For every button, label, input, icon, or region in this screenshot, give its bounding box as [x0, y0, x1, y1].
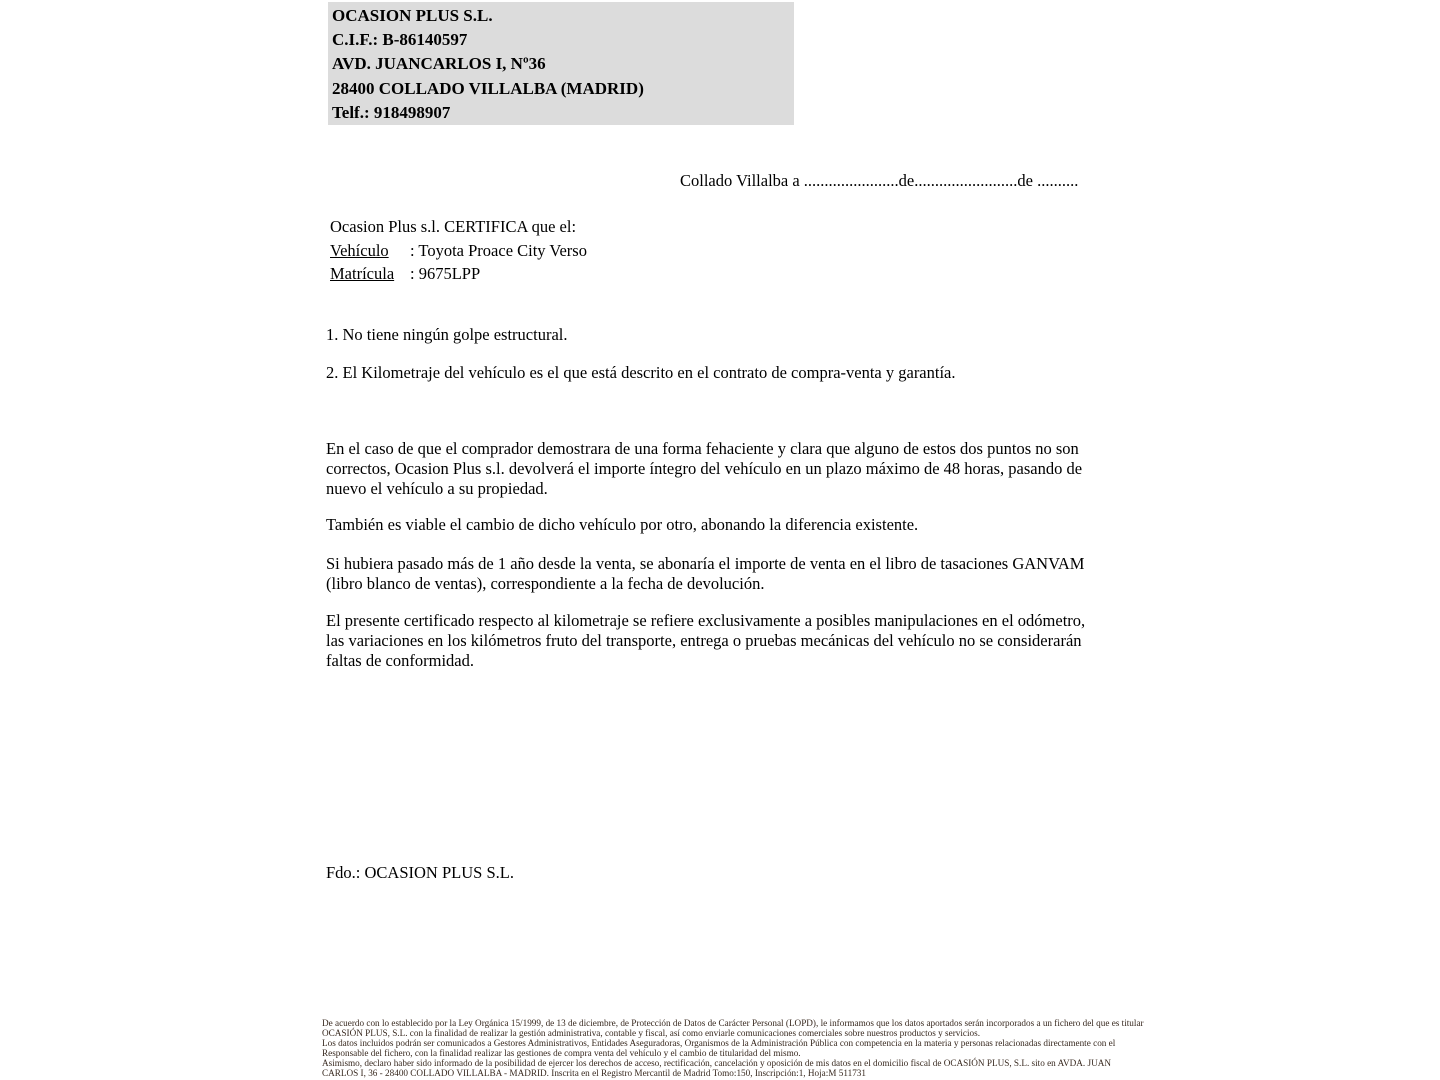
footer-line: Los datos incluidos podrán ser comunicados a Gestores Administrativos, Entidades Aseguradoras, Organismos de la Administración Pública con competencia en la materia y personas relacionadas directamente con el [322, 1037, 1116, 1048]
company-address: AVD. JUANCARLOS I, Nº36 [332, 54, 546, 74]
letterhead-box [328, 2, 794, 125]
certificate-intro: Ocasion Plus s.l. CERTIFICA que el: [330, 217, 577, 236]
certificate-block [330, 215, 587, 286]
signature-line: Fdo.: OCASION PLUS S.L. [326, 863, 514, 882]
condition-item-1: 1. No tiene ningún golpe estructural. [326, 325, 568, 344]
vehicle-value: : Toyota Proace City Verso [410, 240, 587, 260]
paragraph-odometer: El presente certificado respecto al kilometraje se refiere exclusivamente a posibles manipulaciones en el odómetro, las variaciones en los kilómetros fruto del transporte, entrega o pruebas mecánicas del vehículo no se considerarán faltas de conformidad. [326, 611, 1086, 670]
footer-line: OCASIÓN PLUS, S.L. con la finalidad de realizar la gestión administrativa, contable y fiscal, así como enviarle comunicaciones comerciales sobre nuestros productos y servicios. [322, 1027, 980, 1038]
plate-label: Matrícula [330, 264, 395, 283]
footer-line: CARLOS I, 36 - 28400 COLLADO VILLALBA - MADRID. Inscrita en el Registro Mercantil de Madrid Tomo:150, Inscripción:1, Hoja:M 511731 [322, 1067, 866, 1078]
company-city: 28400 COLLADO VILLALBA (MADRID) [332, 78, 644, 98]
legal-footer [322, 1019, 1144, 1078]
vehicle-row [330, 239, 587, 263]
plate-row [330, 262, 587, 286]
company-name: OCASION PLUS S.L. [332, 6, 493, 25]
footer-line: Asimismo, declaro haber sido informado de la posibilidad de ejercer los derechos de acceso, rectificación, cancelación y oposición de mis datos en el domicilio fiscal de OCASIÓN PLUS, S.L. sito en AVDA. JUAN [322, 1057, 1111, 1068]
footer-line: Responsable del fichero, con la finalidad realizar las gestiones de compra venta del vehículo y el cambio de titularidad del mismo. [322, 1047, 801, 1058]
condition-item-2: 2. El Kilometraje del vehículo es el que está descrito en el contrato de compra-venta y garantía. [326, 363, 956, 382]
paragraph-refund: En el caso de que el comprador demostrara de una forma fehaciente y clara que alguno de estos dos puntos no son correctos, Ocasion Plus s.l. devolverá el importe íntegro del vehículo en un plazo máximo de 48 horas, pasando de nuevo el vehículo a su propiedad. [326, 439, 1083, 498]
vehicle-label: Vehículo [330, 240, 389, 260]
date-line: Collado Villalba a .......................de.........................de .......... [680, 171, 1079, 190]
company-phone: Telf.: 918498907 [332, 102, 451, 122]
paragraph-ganvam: Si hubiera pasado más de 1 año desde la venta, se abonaría el importe de venta en el libro de tasaciones GANVAM (libro blanco de ventas), correspondiente a la fecha de devolución. [326, 554, 1085, 593]
footer-line: De acuerdo con lo establecido por la Ley Orgánica 15/1999, de 13 de diciembre, de Protección de Datos de Carácter Personal (LOPD), le informamos que los datos aportados serán incorporados a un fichero del que es titular [322, 1018, 1144, 1028]
company-cif: C.I.F.: B-86140597 [332, 30, 468, 50]
plate-value: : 9675LPP [410, 264, 481, 283]
paragraph-exchange: También es viable el cambio de dicho vehículo por otro, abonando la diferencia existente. [326, 515, 919, 534]
